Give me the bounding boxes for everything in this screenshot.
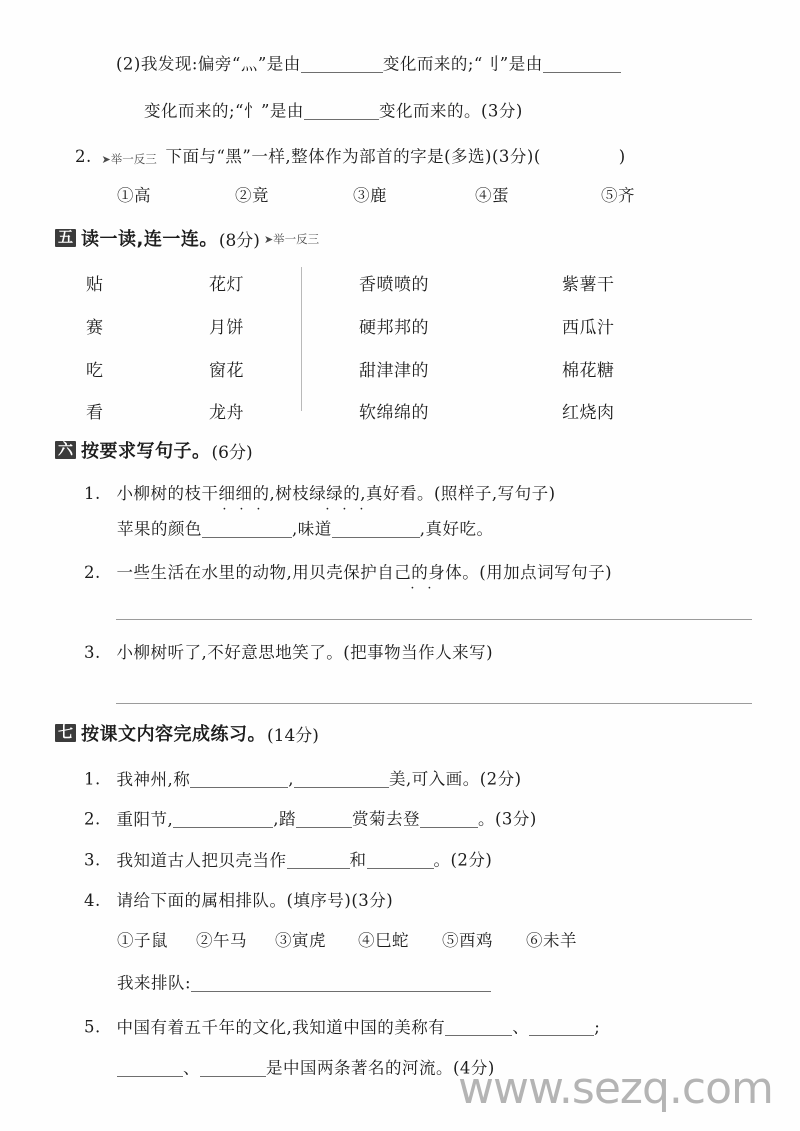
match-col3-item[interactable]: 甜津津的: [359, 361, 429, 381]
item-number: 2.: [84, 563, 101, 582]
item-text-a: 苹果的颜色: [117, 519, 202, 539]
option-2[interactable]: ②竟: [235, 186, 269, 205]
zodiac-option-5[interactable]: ⑤酉鸡: [442, 931, 493, 950]
section-heading-5: [55, 225, 319, 251]
section-number-box: 五: [55, 229, 76, 248]
item-number: 4.: [84, 891, 101, 910]
item-text-b: ,味道: [292, 519, 332, 539]
item-number: 3.: [84, 643, 101, 662]
answer-blank[interactable]: [543, 56, 621, 73]
item-number: 1.: [84, 484, 101, 503]
item-text-a: 重阳节,: [116, 809, 174, 829]
emphasis-dot: ·: [325, 502, 330, 517]
emphasis-dot: ·: [427, 581, 432, 596]
question-2: [75, 149, 626, 166]
question-text-d: 变化而来的。(3分): [378, 101, 523, 121]
match-col1-item[interactable]: 吃: [86, 361, 104, 381]
answer-rule[interactable]: [116, 619, 752, 620]
match-col2-item[interactable]: 花灯: [209, 275, 244, 295]
item-text-c: ,真好吃。: [419, 519, 494, 539]
match-col4-item[interactable]: 棉花糖: [562, 361, 615, 381]
section-number-box: 六: [55, 441, 76, 460]
answer-blank[interactable]: [445, 1019, 512, 1036]
zodiac-option-1[interactable]: ①子鼠: [117, 931, 168, 950]
item-text: 小柳树的枝干细细的,树枝绿绿的,真好看。(照样子,写句子): [116, 484, 556, 503]
column-divider: [301, 267, 302, 411]
section-score: (14分): [267, 725, 319, 746]
option-1[interactable]: ①高: [117, 186, 151, 205]
question-2-2-line2: [144, 103, 523, 120]
item-text: 小柳树听了,不好意思地笑了。(把事物当作人来写): [116, 643, 494, 662]
juyifansan-tag: ➤举一反三: [101, 152, 157, 166]
item-text-b: 、: [512, 1017, 530, 1037]
question-2-text: 下面与“黑”一样,整体作为部首的字是(多选)(3分)(: [165, 147, 541, 166]
match-col1-item[interactable]: 贴: [86, 275, 104, 295]
question-text-a: 我发现:偏旁“灬”是由: [140, 54, 301, 74]
item-text-d: 、: [183, 1058, 200, 1078]
option-4[interactable]: ④蛋: [475, 186, 509, 205]
emphasis-dot: ·: [359, 502, 364, 517]
answer-blank[interactable]: [190, 771, 288, 788]
answer-blank[interactable]: [173, 811, 273, 828]
question-text-c: 变化而来的;“忄”是由: [144, 101, 304, 121]
item-text-b: ,踏: [273, 809, 296, 829]
close-paren: ): [618, 147, 626, 166]
question-2-options: [117, 188, 635, 205]
section6-item1-line1: [84, 486, 556, 503]
item-text-a: 我知道古人把贝壳当作: [116, 850, 287, 870]
item-number: 5.: [84, 1017, 101, 1037]
zodiac-option-3[interactable]: ③寅虎: [275, 931, 326, 950]
match-col1-item[interactable]: 赛: [86, 318, 104, 338]
answer-label: 我来排队:: [117, 973, 192, 993]
section6-item2-line1: [84, 565, 612, 582]
item-text-a: 中国有着五千年的文化,我知道中国的美称有: [116, 1017, 446, 1037]
item-text-b: 和: [349, 850, 367, 870]
arrow-icon: ➤: [101, 153, 111, 166]
section7-item4-answer: [117, 975, 491, 992]
arrow-icon: ➤: [263, 233, 274, 246]
section-title: 按课文内容完成练习。: [81, 724, 267, 745]
section-heading-6: [55, 437, 253, 463]
answer-blank[interactable]: [296, 811, 352, 828]
item-text-e: 是中国两条著名的河流。(4分): [266, 1058, 495, 1078]
item-number: 2.: [84, 809, 101, 829]
emphasis-dot: ·: [410, 581, 415, 596]
item-text-d: 。(3分): [478, 809, 537, 829]
option-5[interactable]: ⑤齐: [601, 186, 635, 205]
section7-item2: [84, 811, 537, 828]
answer-rule[interactable]: [116, 703, 752, 704]
emphasis-dot: ·: [222, 502, 227, 517]
answer-blank[interactable]: [529, 1019, 594, 1036]
section7-item5-line2: [117, 1060, 495, 1077]
section7-item4-options: [117, 933, 577, 950]
match-col1-item[interactable]: 看: [86, 403, 104, 423]
section7-item1: [84, 771, 522, 788]
question-text-b: 变化而来的;“刂”是由: [382, 54, 543, 74]
section-score: (6分): [211, 442, 253, 463]
match-col3-item[interactable]: 香喷喷的: [359, 275, 429, 295]
match-col4-item[interactable]: 紫薯干: [562, 275, 615, 295]
answer-blank[interactable]: [200, 1060, 266, 1077]
emphasis-dot: ·: [342, 502, 347, 517]
emphasis-dot: ·: [256, 502, 261, 517]
section-number-box: 七: [55, 724, 76, 743]
answer-blank[interactable]: [294, 771, 389, 788]
answer-blank[interactable]: [301, 56, 383, 73]
zodiac-option-6[interactable]: ⑥未羊: [526, 931, 577, 950]
zodiac-option-4[interactable]: ④巳蛇: [358, 931, 409, 950]
item-number: 1.: [84, 769, 101, 789]
section6-item1-line2: [117, 521, 494, 538]
item-text-c: ;: [594, 1017, 601, 1037]
site-watermark: www.sezq.com: [458, 1063, 773, 1114]
match-col2-item[interactable]: 窗花: [209, 361, 244, 381]
question-2-2-line1: [116, 56, 621, 73]
answer-blank[interactable]: [191, 975, 491, 992]
match-col3-item[interactable]: 硬邦邦的: [359, 318, 429, 338]
answer-blank[interactable]: [332, 521, 420, 538]
match-col4-item[interactable]: 红烧肉: [562, 403, 615, 423]
answer-blank[interactable]: [287, 852, 350, 869]
item-number: 3.: [84, 850, 101, 870]
section-title: 读一读,连一连。: [81, 229, 218, 250]
section7-item3: [84, 852, 492, 869]
item-text: 一些生活在水里的动物,用贝壳保护自己的身体。(用加点词写句子): [116, 563, 613, 582]
emphasis-dots-group: [319, 503, 370, 516]
item-text: 请给下面的属相排队。(填序号)(3分): [116, 891, 394, 910]
option-3[interactable]: ③鹿: [353, 186, 387, 205]
question-label: (2): [116, 54, 141, 74]
answer-blank[interactable]: [117, 1060, 183, 1077]
answer-blank[interactable]: [202, 521, 292, 538]
match-col2-item[interactable]: 月饼: [209, 318, 244, 338]
section7-item4-line1: [84, 893, 393, 910]
emphasis-dots-group: [216, 503, 267, 516]
item-text-b: ,: [288, 769, 294, 789]
answer-blank[interactable]: [304, 103, 379, 120]
section-score: (8分): [218, 230, 260, 251]
juyifansan-tag: ➤举一反三: [263, 232, 320, 246]
match-col3-item[interactable]: 软绵绵的: [359, 403, 429, 423]
zodiac-option-2[interactable]: ②午马: [196, 931, 247, 950]
question-number: 2.: [75, 147, 92, 166]
item-text-c: 赏菊去登: [352, 809, 420, 829]
section6-item3-line1: [84, 645, 493, 662]
answer-blank[interactable]: [420, 811, 478, 828]
section-title: 按要求写句子。: [81, 441, 211, 462]
match-col2-item[interactable]: 龙舟: [209, 403, 244, 423]
item-text-a: 我神州,称: [116, 769, 191, 789]
item-text-c: 美,可入画。(2分): [389, 769, 522, 789]
emphasis-dot: ·: [239, 502, 244, 517]
section7-item5-line1: [84, 1019, 600, 1036]
match-col4-item[interactable]: 西瓜汁: [562, 318, 615, 338]
item-text-c: 。(2分): [433, 850, 493, 870]
section-heading-7: [55, 720, 319, 746]
answer-blank[interactable]: [367, 852, 434, 869]
emphasis-dots-group: [404, 582, 438, 595]
